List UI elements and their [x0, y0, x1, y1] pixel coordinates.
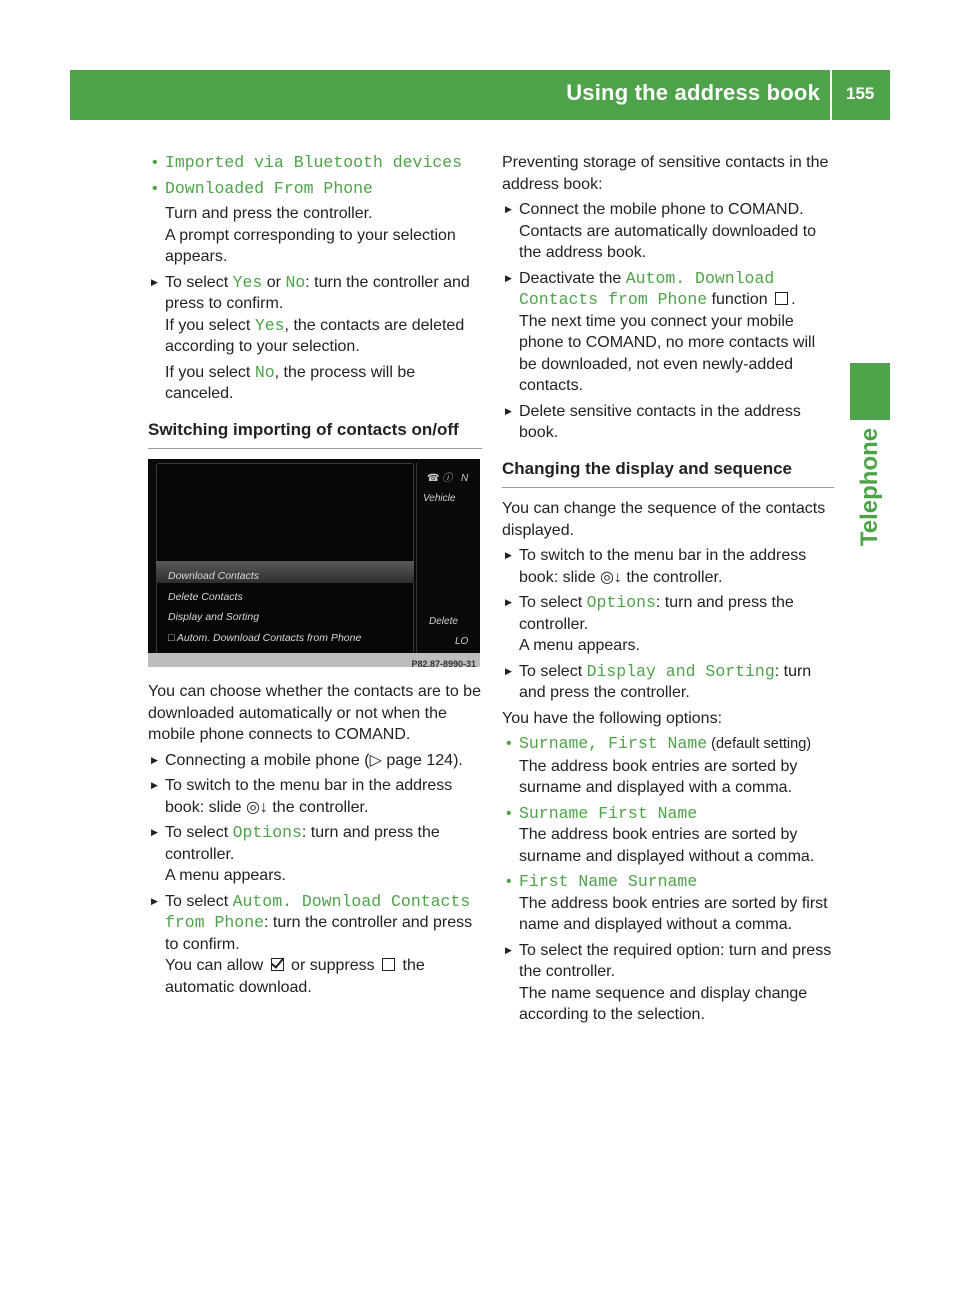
- left-column: [148, 152, 482, 1002]
- right-column: [502, 152, 834, 1030]
- screen-menu-item: Download Contacts: [168, 570, 260, 582]
- checkbox-empty-icon: [382, 958, 395, 971]
- screen-side-lo: LO: [455, 636, 469, 647]
- list-item: • Surname, First Name (default setting) The address book entries are sorted by surname and displayed with a comma.: [502, 733, 834, 799]
- list-item: • Downloaded From Phone: [148, 178, 482, 200]
- step-item: ▶ Connect the mobile phone to COMAND. Contacts are automatically downloaded to the address book.: [502, 199, 834, 264]
- screen-menu-item: □ Autom. Download Contacts from Phone: [168, 632, 362, 644]
- screen-side-delete: Delete: [429, 616, 458, 627]
- list-item: • Imported via Bluetooth devices: [148, 152, 482, 174]
- step-item: ▶ To select Options: turn and press the controller. A menu appears.: [148, 822, 482, 887]
- body-text: Turn and press the controller. A prompt corresponding to your selection appears.: [165, 205, 456, 265]
- screenshot-caption: P82.87-8990-31: [148, 653, 480, 667]
- step-item: ▶ Connecting a mobile phone (▷ page 124).: [148, 750, 482, 772]
- comand-screenshot: [148, 459, 480, 667]
- section-heading: Changing the display and sequence: [502, 458, 834, 489]
- step-item: ▶ To select Display and Sorting: turn and press the controller.: [502, 661, 834, 704]
- list-item: • First Name Surname The address book entries are sorted by first name and displayed without a comma.: [502, 871, 834, 936]
- step-item: ▶ To select Options: turn and press the controller. A menu appears.: [502, 592, 834, 657]
- screen-side-n: N: [461, 473, 469, 484]
- body-text: Preventing storage of sensitive contacts in the address book:: [502, 154, 829, 193]
- step-item: ▶ To select the required option: turn and press the controller. The name sequence and display change according to the selection.: [502, 940, 834, 1026]
- list-item: • Surname First Name The address book entries are sorted by surname and displayed without a comma.: [502, 803, 834, 868]
- body-text: You have the following options:: [502, 709, 723, 727]
- checkbox-checked-icon: [271, 958, 284, 971]
- step-item: ▶ To select Autom. Download Contacts from Phone: turn the controller and press to confirm. You can allow or suppress the automatic download.: [148, 891, 482, 999]
- step-item: ▶ To switch to the menu bar in the address book: slide ◎↓ the controller.: [502, 545, 834, 588]
- step-item: ▶ Deactivate the Autom. Download Contacts from Phone function . The next time you connect your mobile phone to COMAND, no more contacts will be downloaded, not even newly-added contacts.: [502, 268, 834, 397]
- section-heading: Switching importing of contacts on/off: [148, 419, 482, 450]
- step-item: ▶ To select Yes or No: turn the controller and press to confirm. If you select Yes, the contacts are deleted according to your selection.: [148, 272, 482, 358]
- page-title: Using the address book: [566, 80, 820, 105]
- header-separator: [830, 70, 832, 120]
- chapter-tab: [850, 363, 890, 420]
- step-item: ▶ Delete sensitive contacts in the address book.: [502, 401, 834, 444]
- page-number: 155: [846, 84, 875, 103]
- checkbox-empty-icon: [775, 292, 788, 305]
- screen-menu-item: Delete Contacts: [168, 591, 243, 603]
- body-text: You can change the sequence of the contacts displayed.: [502, 500, 826, 539]
- body-text: You can choose whether the contacts are to be downloaded automatically or not when the mobile phone connects to COMAND.: [148, 683, 481, 743]
- screen-menu-item: Display and Sorting: [168, 611, 260, 623]
- chapter-label: Telephone: [856, 427, 883, 547]
- step-item: ▶ To switch to the menu bar in the address book: slide ◎↓ the controller.: [148, 775, 482, 818]
- screen-side-panel: [416, 463, 477, 653]
- page-reference[interactable]: ▷ page 124: [369, 751, 454, 769]
- body-text: If you select No, the process will be canceled.: [165, 362, 416, 402]
- phone-icon: ☎ ⓘ: [427, 473, 453, 484]
- screen-side-vehicle: Vehicle: [423, 493, 456, 504]
